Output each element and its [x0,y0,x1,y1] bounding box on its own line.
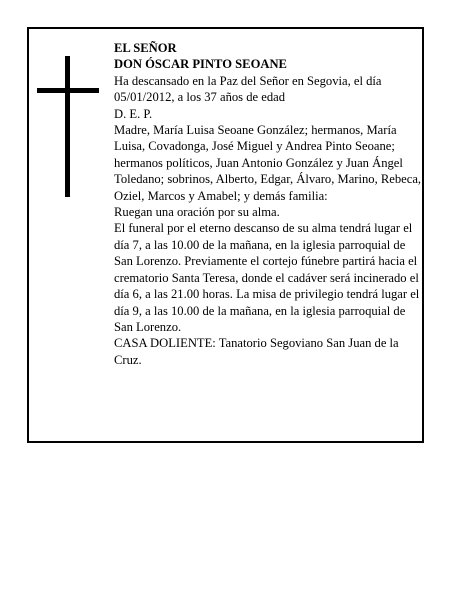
obituary-text [114,40,422,368]
cross-icon [37,56,99,197]
cross-vertical-bar [65,56,70,197]
cross-horizontal-bar [37,88,99,93]
rip-line: D. E. P. [114,106,153,121]
funeral-details: El funeral por el eterno descanso de su alma tendrá lugar el día 7, a las 10.00 de la mañana, en la iglesia parroquial de San Lorenzo. Previamente el cortejo fúnebre partirá hacia el crematorio Santa Teresa, donde el cadáver será incinerado el día 6, a las 21.00 horas. La misa de privilegio tendrá lugar el día 9, a las 10.00 de la mañana, en la iglesia parroquial de San Lorenzo. [114,221,420,334]
honorific-title: EL SEÑOR [114,41,177,55]
death-announcement: Ha descansado en la Paz del Señor en Segovia, el día 05/01/2012, a los 37 años de edad [114,73,382,105]
mourning-house: CASA DOLIENTE: Tanatorio Segoviano San Juan de la Cruz. [114,336,399,367]
prayer-request: Ruegan una oración por su alma. [114,205,280,220]
deceased-name: DON ÓSCAR PINTO SEOANE [114,57,287,72]
family-list: Madre, María Luisa Seoane González; hermanos, María Luisa, Covadonga, José Miguel y Andrea Pinto Seoane; hermanos políticos, Juan Antonio González y Juan Ángel Toledano; sobrinos, Alberto, Edgar, Álvaro, Marino, Rebeca, Oziel, Marcos y Amabel; y demás familia: [114,123,422,203]
